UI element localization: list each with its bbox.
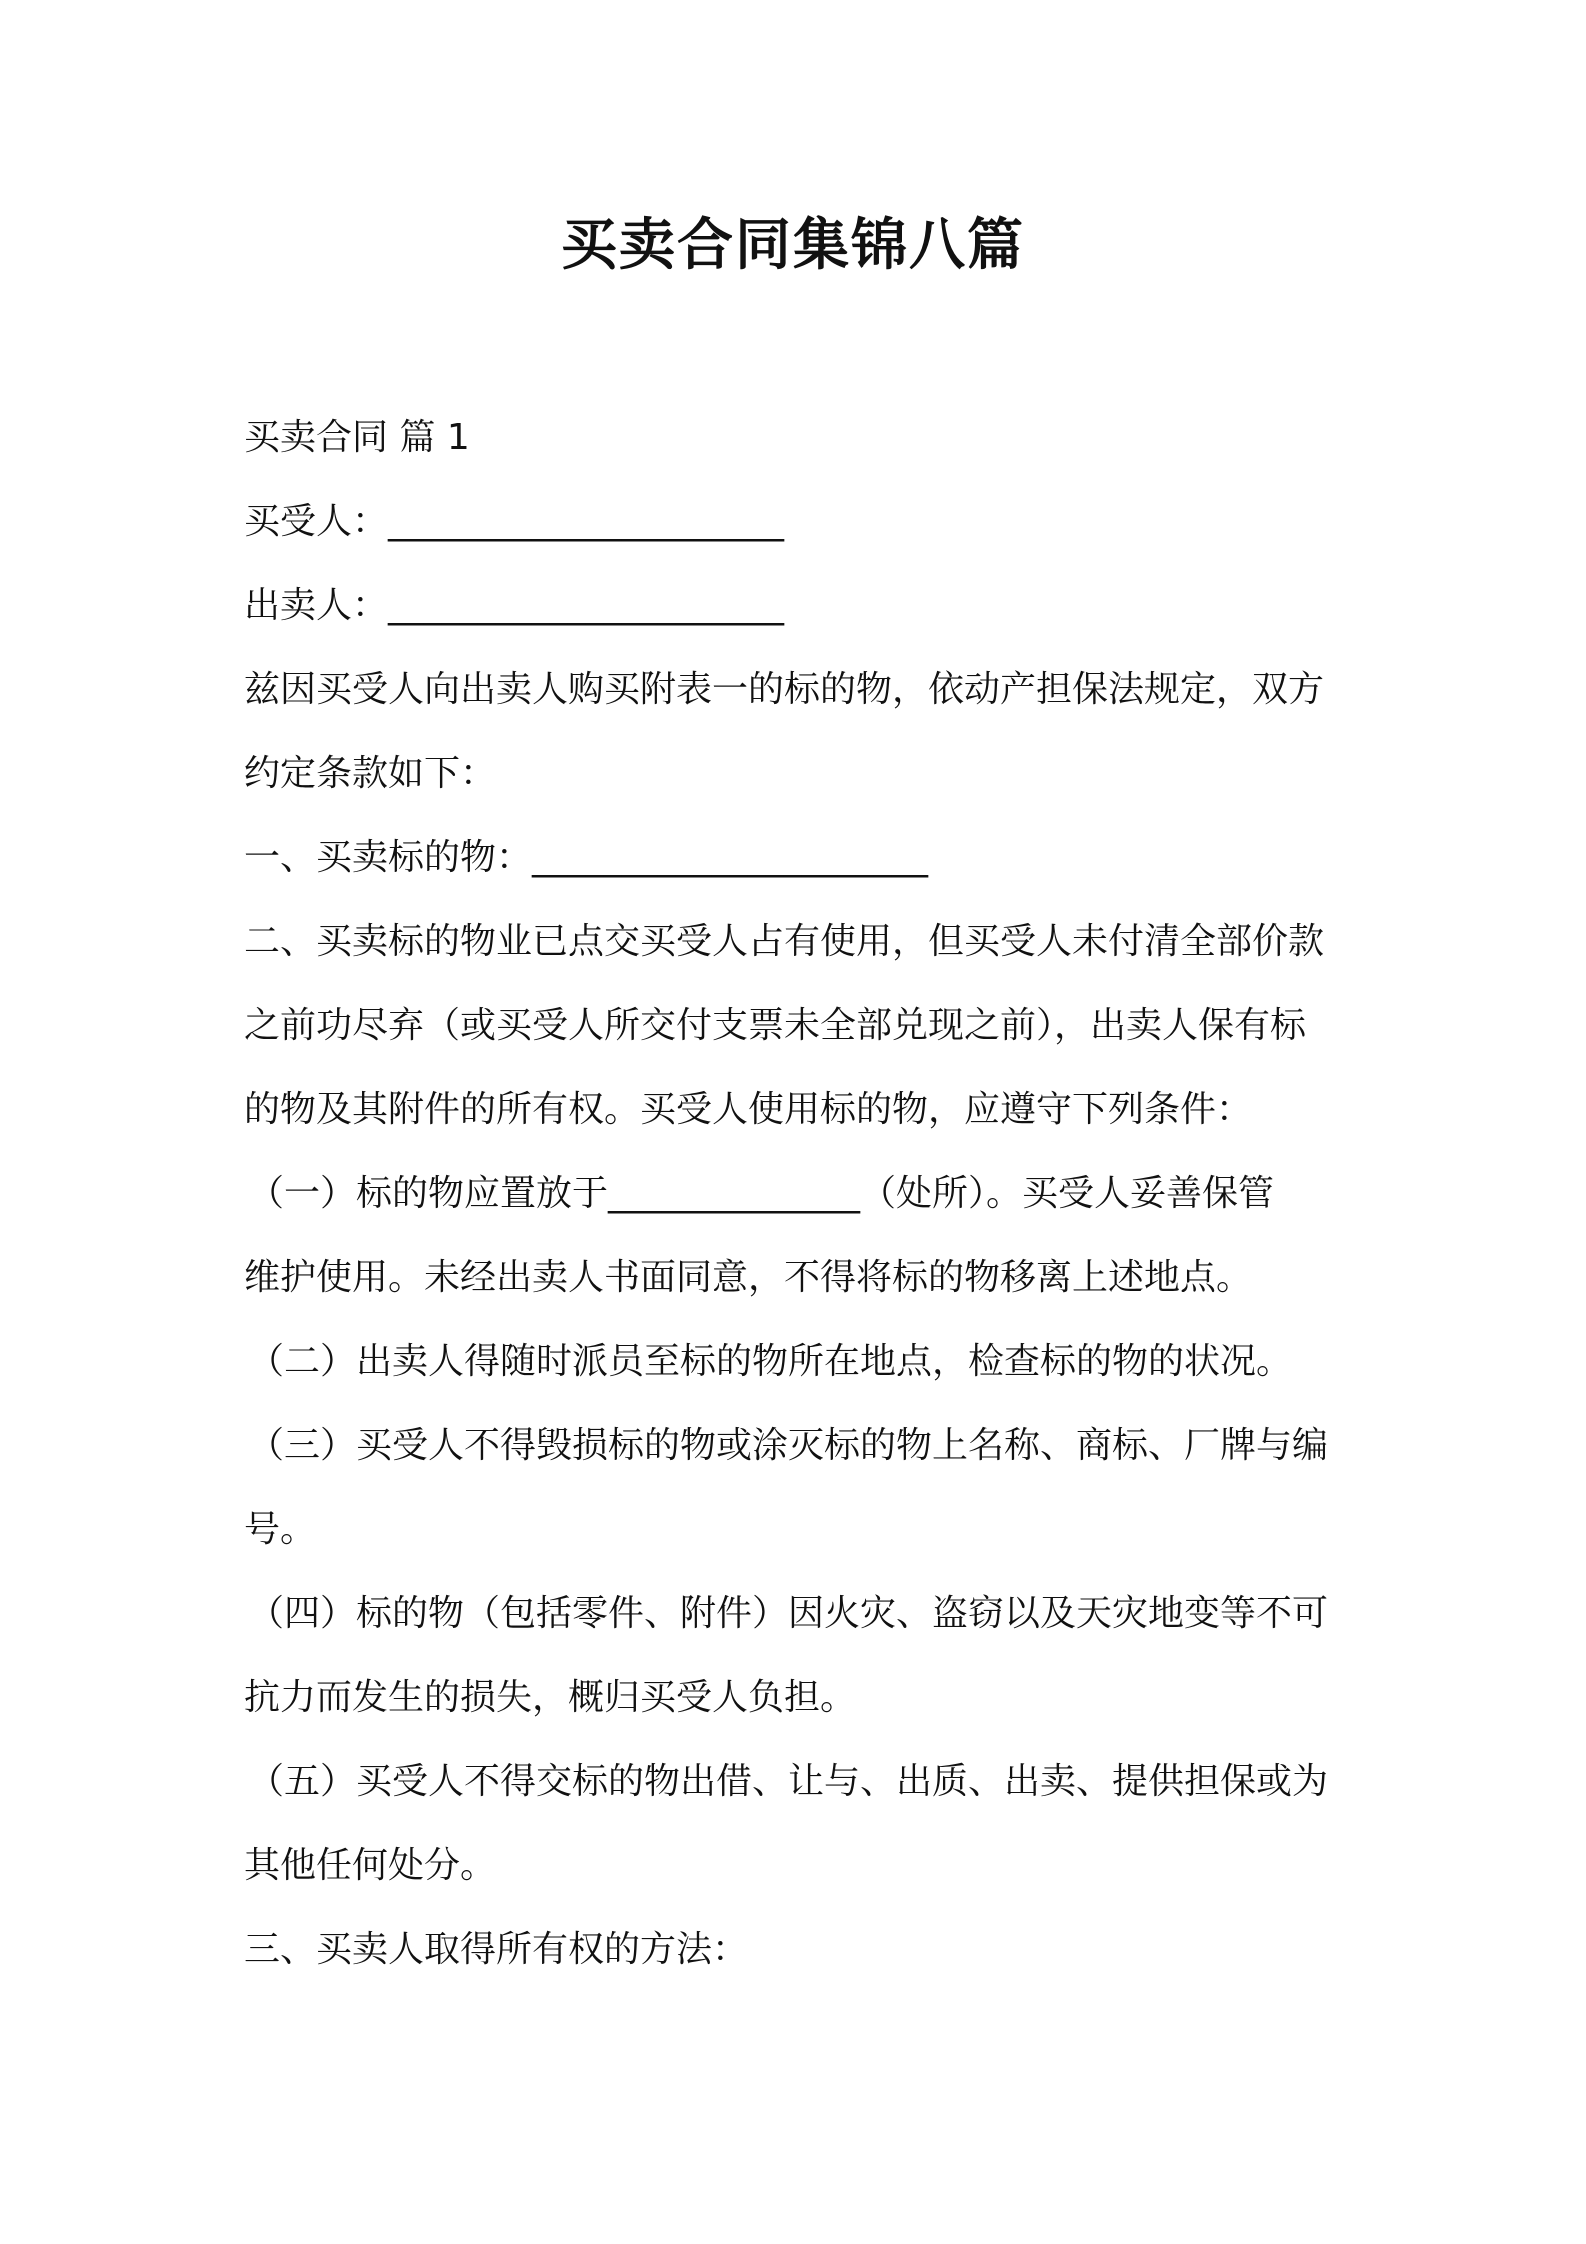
clause-line: 三、买卖人取得所有权的方法：	[244, 1929, 749, 1970]
seller-field: 出卖人：______________________	[244, 585, 785, 626]
sub-clause-line: （三）买受人不得毁损标的物或涂灭标的物上名称、商标、厂牌与编	[248, 1425, 1329, 1466]
sub-clause-line: （二）出卖人得随时派员至标的物所在地点，检查标的物的状况。	[248, 1341, 1293, 1382]
document-title: 买卖合同集锦八篇	[561, 213, 1025, 278]
sub-clause-line: （一）标的物应置放于______________（处所）。买受人妥善保管	[248, 1173, 1275, 1214]
sub-clause-line: 号。	[244, 1509, 317, 1550]
clause-line: 之前功尽弃（或买受人所交付支票未全部兑现之前），出卖人保有标	[244, 1005, 1307, 1046]
clause-line: 二、买卖标的物业已点交买受人占有使用，但买受人未付清全部价款	[244, 921, 1325, 962]
buyer-field: 买受人：______________________	[244, 501, 785, 542]
sub-clause-line: （四）标的物（包括零件、附件）因火灾、盗窃以及天灾地变等不可	[248, 1593, 1329, 1634]
document-body	[244, 396, 1364, 1992]
sub-clause-line: （五）买受人不得交标的物出借、让与、出质、出卖、提供担保或为	[248, 1761, 1329, 1802]
sub-clause-line: 抗力而发生的损失，概归买受人负担。	[244, 1677, 857, 1718]
paragraph-line: 兹因买受人向出卖人购买附表一的标的物，依动产担保法规定，双方	[244, 669, 1325, 710]
clause-line: 的物及其附件的所有权。买受人使用标的物，应遵守下列条件：	[244, 1089, 1253, 1130]
clause-line: 一、买卖标的物：______________________	[244, 837, 929, 878]
paragraph-line: 约定条款如下：	[244, 753, 497, 794]
section-heading: 买卖合同 篇 1	[244, 417, 470, 458]
sub-clause-line: 其他任何处分。	[244, 1845, 497, 1886]
sub-clause-line: 维护使用。未经出卖人书面同意，不得将标的物移离上述地点。	[244, 1257, 1253, 1298]
